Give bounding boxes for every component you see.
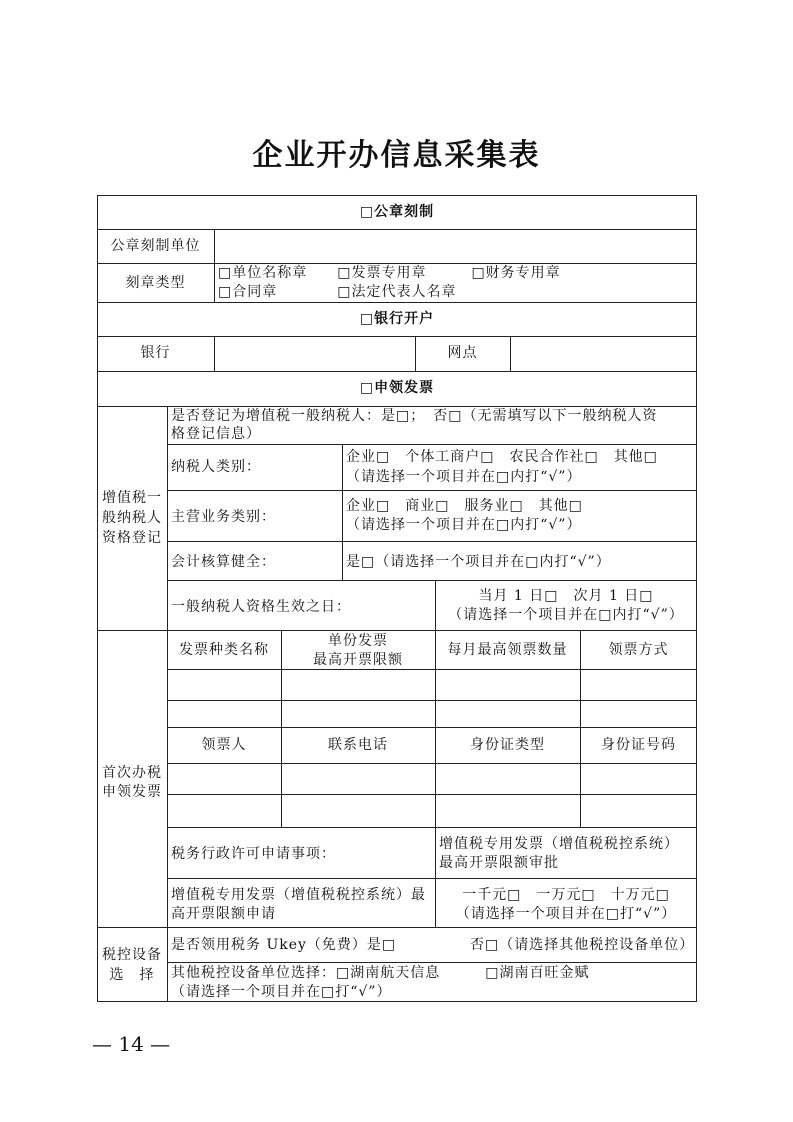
seal-type-label: 刻章类型	[125, 275, 186, 291]
device-group-label: 选 择	[109, 967, 155, 983]
vat-group-label: 般纳税人	[102, 510, 162, 526]
col-header-id-type: 身份证类型	[470, 737, 545, 753]
col-header-max-limit: 最高开票限额	[313, 652, 403, 668]
ukey-no-option: 否□（请选择其他税控设备单位）	[470, 937, 695, 953]
row-divider	[167, 580, 697, 581]
col-header-monthly-quantity: 每月最高领票数量	[447, 642, 568, 658]
permit-value: 最高开票限额审批	[439, 855, 559, 871]
row-divider	[97, 927, 697, 928]
effective-date-note: （请选择一个项目并在□内打“√”）	[448, 607, 684, 623]
seal-section-header: □公章刻制	[359, 204, 435, 220]
other-device-note: （请选择一个项目并在□打“√”）	[171, 984, 392, 1000]
col-header-phone: 联系电话	[328, 737, 388, 753]
accounting-options: 是□（请选择一个项目并在□内打“√”）	[346, 554, 611, 570]
ukey-question: 是否领用税务 Ukey（免费）是□	[171, 937, 397, 953]
taxpayer-type-note: （请选择一个项目并在□内打“√”）	[346, 469, 582, 485]
page-number: — 14 —	[92, 1032, 171, 1056]
row-divider	[167, 490, 697, 491]
effective-date-label: 一般纳税人资格生效之日：	[171, 599, 351, 615]
accounting-label: 会计核算健全：	[171, 554, 276, 570]
seal-type-options-1: □单位名称章 □发票专用章 □财务专用章	[218, 265, 561, 281]
col-divider	[342, 444, 343, 580]
row-divider	[167, 541, 697, 542]
vat-group-label: 增值税一	[102, 490, 162, 506]
row-divider	[167, 763, 697, 764]
col-header-id-number: 身份证号码	[601, 737, 676, 753]
seal-unit-label: 公章刻制单位	[110, 238, 201, 254]
col-divider	[214, 229, 215, 302]
business-type-options: 企业□ 商业□ 服务业□ 其他□	[346, 498, 583, 514]
seal-type-options-2: □合同章 □法定代表人名章	[218, 284, 457, 300]
col-header-collector: 领票人	[201, 737, 247, 753]
row-divider	[97, 229, 697, 230]
row-divider	[97, 336, 697, 337]
permit-label: 税务行政许可申请事项：	[171, 846, 336, 862]
row-divider	[167, 444, 697, 445]
taxpayer-type-options: 企业□ 个体工商户□ 农民合作社□ 其他□	[346, 449, 658, 465]
row-divider	[167, 727, 697, 728]
limit-apply-label: 高开票限额申请	[171, 906, 276, 922]
limit-apply-label: 增值税专用发票（增值税税控系统）最	[171, 887, 426, 903]
col-divider	[510, 336, 511, 371]
row-divider	[97, 371, 697, 372]
bank-label: 银行	[140, 345, 171, 361]
col-divider	[167, 406, 168, 1002]
limit-options: 一千元□ 一万元□ 十万元□	[462, 887, 670, 903]
col-divider	[214, 336, 215, 371]
col-header-single-invoice: 单份发票	[328, 633, 388, 649]
other-device-options: 其他税控设备单位选择：□湖南航天信息 □湖南百旺金赋	[171, 965, 590, 981]
business-type-label: 主营业务类别：	[171, 509, 276, 525]
bank-section-header: □银行开户	[359, 311, 435, 327]
row-divider	[167, 700, 697, 701]
row-divider	[167, 827, 697, 828]
limit-note: （请选择一个项目并在□打“√”）	[455, 906, 677, 922]
row-divider	[167, 794, 697, 795]
device-group-label: 税控设备	[102, 947, 162, 963]
page-title: 企业开办信息采集表	[252, 138, 541, 173]
branch-label: 网点	[447, 345, 478, 361]
first-invoice-group-label: 首次办税	[102, 765, 162, 781]
first-invoice-group-label: 申领发票	[102, 784, 162, 800]
permit-value: 增值税专用发票（增值税税控系统）	[439, 836, 679, 852]
taxpayer-type-label: 纳税人类别：	[171, 459, 261, 475]
registered-question: 是否登记为增值税一般纳税人：是□； 否□（无需填写以下一般纳税人资	[171, 408, 658, 424]
effective-date-options: 当月 1 日□ 次月 1 日□	[478, 588, 654, 604]
col-header-collect-method: 领票方式	[608, 642, 669, 658]
business-type-note: （请选择一个项目并在□内打“√”）	[346, 517, 582, 533]
invoice-section-header: □申领发票	[359, 380, 435, 396]
row-divider	[97, 302, 697, 303]
row-divider	[167, 878, 697, 879]
registered-question: 格登记信息）	[171, 426, 261, 442]
col-header-invoice-type: 发票种类名称	[179, 642, 269, 658]
vat-group-label: 资格登记	[102, 530, 162, 546]
